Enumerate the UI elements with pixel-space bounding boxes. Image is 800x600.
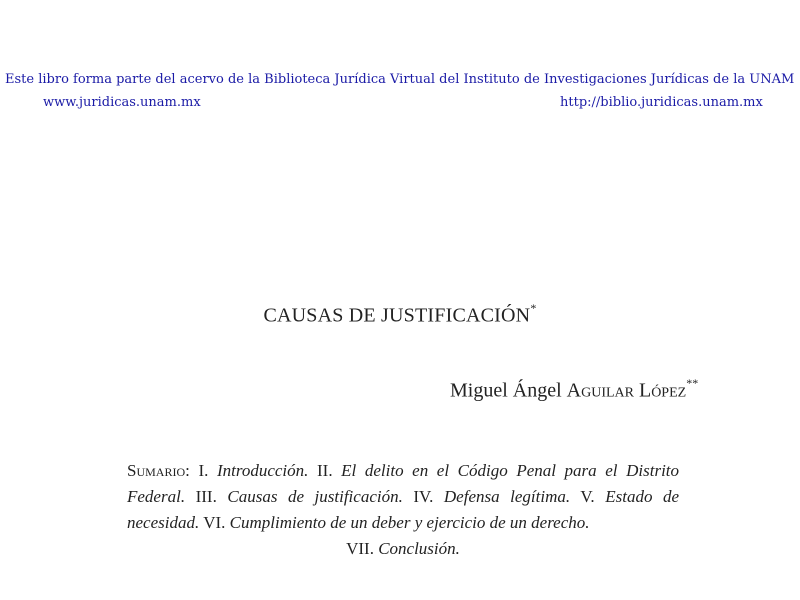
summary-item-text: Cumplimiento de un deber y ejercicio de un derecho. [229, 513, 590, 532]
chapter-title [0, 303, 800, 328]
summary-item-num: V. [580, 487, 595, 506]
author-name [450, 378, 698, 403]
author-family-name: Aguilar López [566, 379, 687, 402]
summary-item-num: VII. [346, 539, 374, 558]
juridicas-link[interactable]: www.juridicas.unam.mx [43, 95, 201, 110]
summary-item-num: I. [198, 461, 209, 480]
summary-label: Sumario: [127, 461, 190, 480]
summary-item-text: Estado de necesidad. [127, 487, 680, 532]
summary-item-num: IV. [413, 487, 434, 506]
biblio-link[interactable]: http://biblio.juridicas.unam.mx [560, 95, 763, 110]
summary-item-text: Causas de justificación. [227, 487, 403, 506]
author-given-name: Miguel Ángel [450, 379, 562, 402]
library-notice: Este libro forma parte del acervo de la Biblioteca Jurídica Virtual del Instituto de Investigaciones Jurídicas de la UNAM [5, 72, 795, 87]
chapter-title-text: CAUSAS DE JUSTIFICACIÓN [263, 304, 531, 327]
summary-item-text: Defensa legítima. [443, 487, 571, 506]
summary-item-num: III. [195, 487, 217, 506]
summary-item-text: El delito en el Código Penal para el Distrito Federal. [127, 461, 680, 506]
summary-item-num: II. [317, 461, 333, 480]
summary-block [127, 458, 679, 562]
title-footnote-mark: * [530, 301, 537, 315]
summary-item-text: Introducción. [216, 461, 309, 480]
summary-item-text: Conclusión. [378, 539, 460, 558]
author-footnote-mark: ** [686, 376, 699, 390]
summary-last-line [127, 536, 679, 562]
summary-item-num: VI. [203, 513, 226, 532]
